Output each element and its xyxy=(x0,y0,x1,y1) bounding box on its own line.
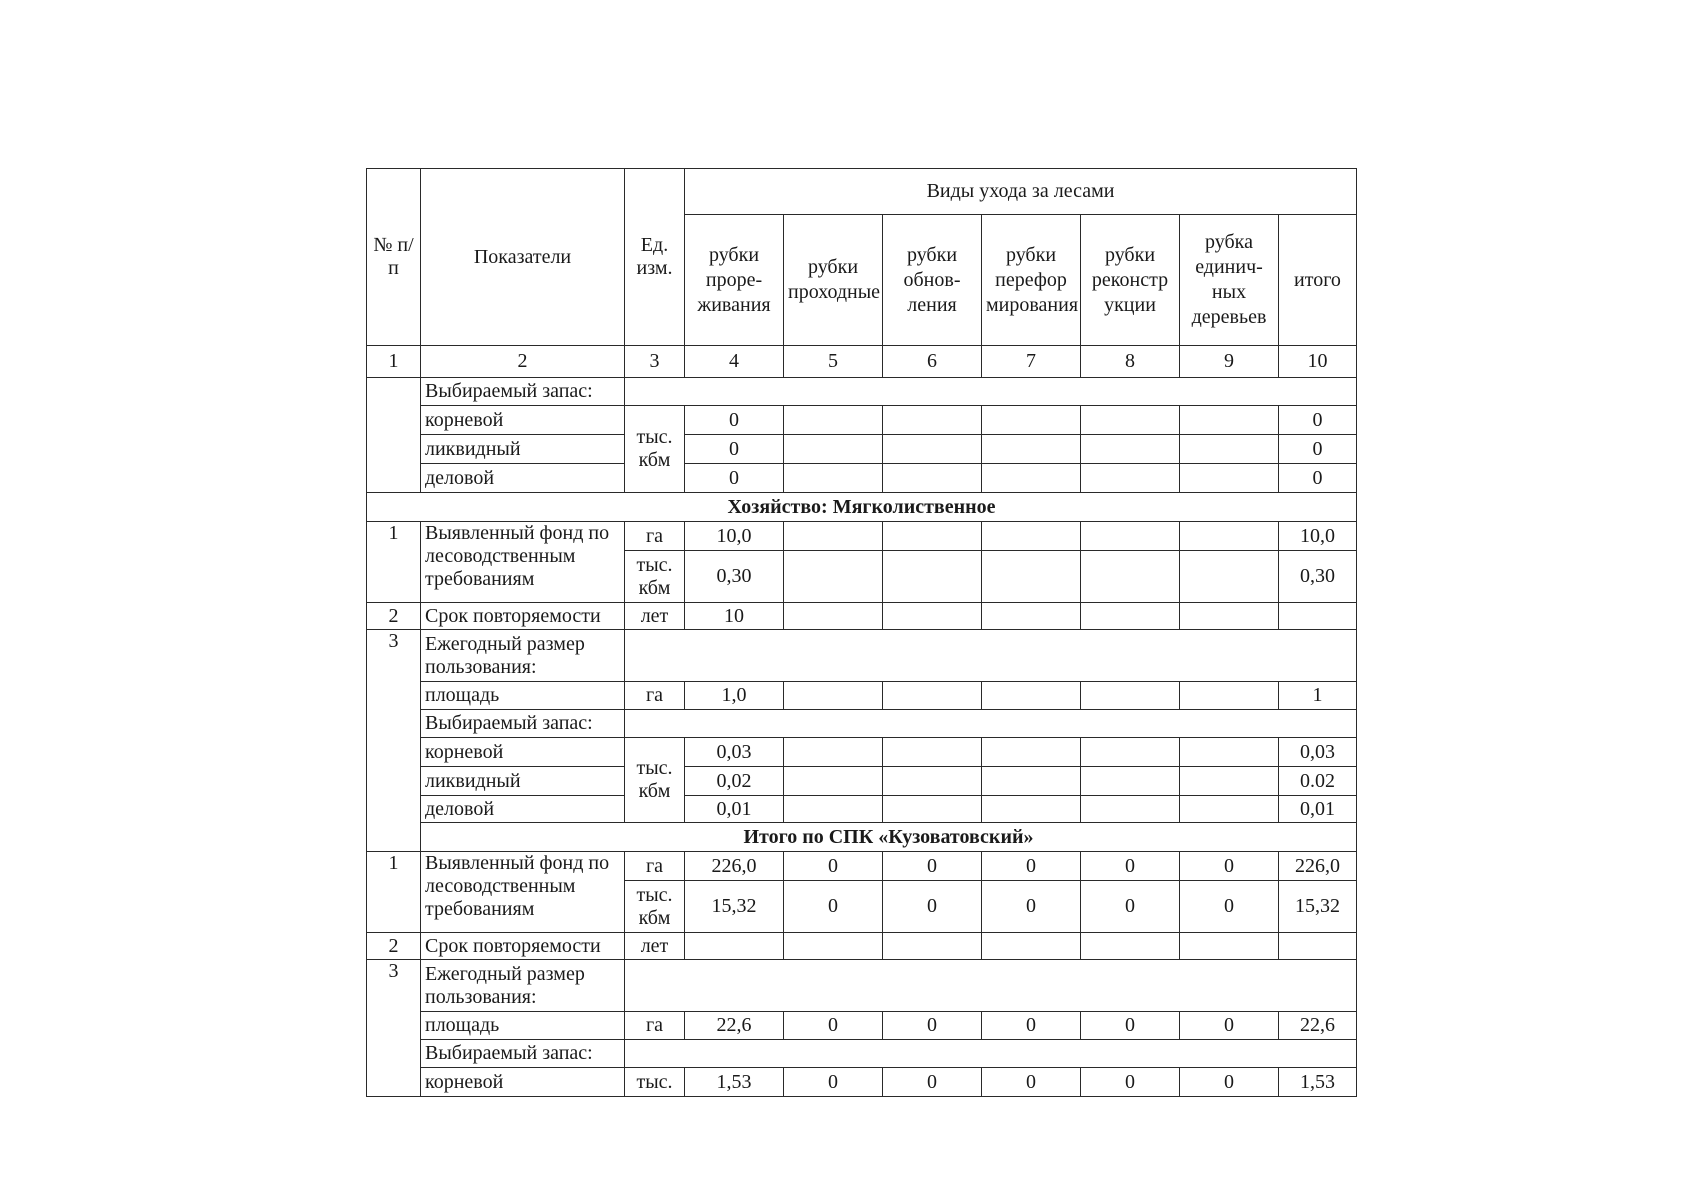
value-cell xyxy=(883,767,982,796)
value-cell: 0 xyxy=(1180,852,1279,881)
value-cell: 0.02 xyxy=(1279,767,1357,796)
col-number: 8 xyxy=(1081,346,1180,378)
value-cell xyxy=(982,406,1081,435)
value-cell xyxy=(1081,406,1180,435)
table-row xyxy=(367,435,1357,464)
value-cell: 0 xyxy=(1081,1012,1180,1040)
row-number: 1 xyxy=(367,852,421,933)
row-label: Срок повторяемости xyxy=(421,933,625,960)
row-label: Ежегодный размер пользования: xyxy=(421,960,625,1012)
value-cell xyxy=(1180,551,1279,603)
col-number: 5 xyxy=(784,346,883,378)
value-cell xyxy=(883,464,982,493)
col-number: 10 xyxy=(1279,346,1357,378)
empty-cell xyxy=(625,960,1357,1012)
row-label: деловой xyxy=(421,464,625,493)
value-cell: 0 xyxy=(784,1068,883,1097)
row-number: 2 xyxy=(367,933,421,960)
row-label: Выявленный фонд по лесоводственным требованиям xyxy=(421,852,625,933)
row-label: площадь xyxy=(421,1012,625,1040)
value-cell xyxy=(784,767,883,796)
table-row xyxy=(367,738,1357,767)
row-unit: тыс. кбм xyxy=(625,551,685,603)
value-cell xyxy=(883,796,982,823)
value-cell xyxy=(685,933,784,960)
row-unit: га xyxy=(625,1012,685,1040)
value-cell xyxy=(784,933,883,960)
row-unit: лет xyxy=(625,933,685,960)
header-indicators: Показатели xyxy=(421,169,625,346)
header-type-reformation: рубки перефор мирования xyxy=(982,215,1081,346)
col-number: 2 xyxy=(421,346,625,378)
value-cell: 0 xyxy=(685,435,784,464)
row-number: 3 xyxy=(367,960,421,1097)
value-cell: 226,0 xyxy=(1279,852,1357,881)
value-cell xyxy=(1081,435,1180,464)
value-cell: 0 xyxy=(883,881,982,933)
value-cell xyxy=(883,933,982,960)
header-type-thinning: рубки проре-живания xyxy=(685,215,784,346)
value-cell xyxy=(982,682,1081,710)
value-cell xyxy=(1180,933,1279,960)
header-type-renewal: рубки обнов-ления xyxy=(883,215,982,346)
value-cell xyxy=(1081,933,1180,960)
row-number: 3 xyxy=(367,630,421,852)
value-cell: 1,53 xyxy=(1279,1068,1357,1097)
value-cell: 0 xyxy=(883,852,982,881)
row-number xyxy=(367,378,421,493)
value-cell xyxy=(1081,796,1180,823)
row-label: корневой xyxy=(421,1068,625,1097)
row-label: Выбираемый запас: xyxy=(421,710,625,738)
row-label: площадь xyxy=(421,682,625,710)
value-cell xyxy=(784,406,883,435)
row-unit: тыс. кбм xyxy=(625,406,685,493)
header-num: № п/п xyxy=(367,169,421,346)
value-cell xyxy=(883,406,982,435)
value-cell xyxy=(1081,464,1180,493)
value-cell: 10,0 xyxy=(685,522,784,551)
row-label: ликвидный xyxy=(421,435,625,464)
value-cell: 0 xyxy=(982,1068,1081,1097)
row-label: корневой xyxy=(421,406,625,435)
section-title-row xyxy=(367,823,1357,852)
value-cell xyxy=(883,682,982,710)
value-cell xyxy=(784,682,883,710)
col-number: 6 xyxy=(883,346,982,378)
header-type-total: итого xyxy=(1279,215,1357,346)
col-number: 4 xyxy=(685,346,784,378)
row-label: Выявленный фонд по лесоводственным требованиям xyxy=(421,522,625,603)
value-cell xyxy=(784,738,883,767)
value-cell xyxy=(982,551,1081,603)
value-cell xyxy=(1081,603,1180,630)
empty-cell xyxy=(625,630,1357,682)
value-cell xyxy=(1081,738,1180,767)
table-row xyxy=(367,1068,1357,1097)
row-label: Выбираемый запас: xyxy=(421,1040,625,1068)
value-cell xyxy=(883,738,982,767)
col-number: 7 xyxy=(982,346,1081,378)
value-cell: 0,03 xyxy=(685,738,784,767)
value-cell: 0,30 xyxy=(1279,551,1357,603)
col-number: 1 xyxy=(367,346,421,378)
value-cell xyxy=(1081,551,1180,603)
empty-cell xyxy=(625,378,1357,406)
value-cell xyxy=(883,522,982,551)
row-label: Ежегодный размер пользования: xyxy=(421,630,625,682)
value-cell xyxy=(1180,738,1279,767)
value-cell: 0,03 xyxy=(1279,738,1357,767)
value-cell: 0,01 xyxy=(685,796,784,823)
value-cell: 0 xyxy=(883,1068,982,1097)
table-row xyxy=(367,796,1357,823)
value-cell xyxy=(784,796,883,823)
value-cell xyxy=(1180,682,1279,710)
value-cell xyxy=(1279,933,1357,960)
value-cell: 0 xyxy=(784,881,883,933)
row-unit: га xyxy=(625,522,685,551)
row-unit: тыс. xyxy=(625,1068,685,1097)
value-cell: 10 xyxy=(685,603,784,630)
header-type-reconstruction: рубки реконстр укции xyxy=(1081,215,1180,346)
value-cell: 0 xyxy=(982,852,1081,881)
value-cell xyxy=(1180,464,1279,493)
header-unit: Ед. изм. xyxy=(625,169,685,346)
value-cell: 0 xyxy=(685,406,784,435)
value-cell: 0 xyxy=(1081,1068,1180,1097)
row-unit: га xyxy=(625,682,685,710)
value-cell xyxy=(1081,522,1180,551)
value-cell xyxy=(1081,767,1180,796)
value-cell: 0 xyxy=(784,1012,883,1040)
header-type-single-trees: рубка единич-ных деревьев xyxy=(1180,215,1279,346)
value-cell xyxy=(784,551,883,603)
value-cell xyxy=(982,738,1081,767)
value-cell: 1,53 xyxy=(685,1068,784,1097)
value-cell: 0 xyxy=(982,1012,1081,1040)
value-cell: 0,30 xyxy=(685,551,784,603)
value-cell xyxy=(982,933,1081,960)
value-cell: 0 xyxy=(1081,881,1180,933)
row-unit: тыс. кбм xyxy=(625,738,685,823)
value-cell xyxy=(784,603,883,630)
row-label: ликвидный xyxy=(421,767,625,796)
value-cell: 0 xyxy=(1180,1012,1279,1040)
value-cell: 15,32 xyxy=(1279,881,1357,933)
value-cell xyxy=(784,435,883,464)
value-cell xyxy=(1180,435,1279,464)
value-cell xyxy=(982,464,1081,493)
value-cell xyxy=(1180,767,1279,796)
row-unit: тыс. кбм xyxy=(625,881,685,933)
table-row xyxy=(367,1012,1357,1040)
value-cell xyxy=(982,522,1081,551)
value-cell: 0 xyxy=(883,1012,982,1040)
header-row-1 xyxy=(367,169,1357,215)
value-cell xyxy=(883,435,982,464)
value-cell xyxy=(982,603,1081,630)
value-cell: 1 xyxy=(1279,682,1357,710)
row-number: 1 xyxy=(367,522,421,603)
value-cell xyxy=(1279,603,1357,630)
value-cell: 0,01 xyxy=(1279,796,1357,823)
value-cell: 226,0 xyxy=(685,852,784,881)
value-cell xyxy=(982,767,1081,796)
value-cell: 0 xyxy=(1279,406,1357,435)
col-number: 3 xyxy=(625,346,685,378)
table-row xyxy=(367,378,1357,406)
value-cell: 0 xyxy=(784,852,883,881)
value-cell xyxy=(784,464,883,493)
value-cell: 0 xyxy=(1180,881,1279,933)
value-cell xyxy=(982,796,1081,823)
value-cell xyxy=(1180,796,1279,823)
row-label: Срок повторяемости xyxy=(421,603,625,630)
header-type-passage: рубки проходные xyxy=(784,215,883,346)
table-row xyxy=(367,767,1357,796)
value-cell: 0,02 xyxy=(685,767,784,796)
table-row xyxy=(367,960,1357,1012)
row-unit: га xyxy=(625,852,685,881)
table-row xyxy=(367,630,1357,682)
empty-cell xyxy=(625,710,1357,738)
section-title: Итого по СПК «Кузоватовский» xyxy=(421,823,1357,852)
row-label: корневой xyxy=(421,738,625,767)
table-row xyxy=(367,464,1357,493)
value-cell: 0 xyxy=(1279,464,1357,493)
value-cell: 0 xyxy=(685,464,784,493)
value-cell: 22,6 xyxy=(685,1012,784,1040)
section-title-row xyxy=(367,493,1357,522)
value-cell: 0 xyxy=(982,881,1081,933)
section-title: Хозяйство: Мягколиственное xyxy=(367,493,1357,522)
row-label: деловой xyxy=(421,796,625,823)
value-cell: 0 xyxy=(1279,435,1357,464)
table-row xyxy=(367,522,1357,551)
forest-care-table xyxy=(366,168,1357,1097)
value-cell: 15,32 xyxy=(685,881,784,933)
row-unit: лет xyxy=(625,603,685,630)
table-row xyxy=(367,406,1357,435)
column-numbers-row xyxy=(367,346,1357,378)
value-cell: 0 xyxy=(1180,1068,1279,1097)
table-row xyxy=(367,603,1357,630)
row-label: Выбираемый запас: xyxy=(421,378,625,406)
value-cell: 10,0 xyxy=(1279,522,1357,551)
col-number: 9 xyxy=(1180,346,1279,378)
table-row xyxy=(367,852,1357,881)
value-cell: 1,0 xyxy=(685,682,784,710)
value-cell xyxy=(1180,603,1279,630)
table-row xyxy=(367,1040,1357,1068)
table-row xyxy=(367,710,1357,738)
value-cell xyxy=(1180,522,1279,551)
value-cell xyxy=(883,551,982,603)
value-cell xyxy=(982,435,1081,464)
value-cell xyxy=(784,522,883,551)
header-care-types: Виды ухода за лесами xyxy=(685,169,1357,215)
empty-cell xyxy=(625,1040,1357,1068)
table-row xyxy=(367,682,1357,710)
value-cell xyxy=(1081,682,1180,710)
table-row xyxy=(367,933,1357,960)
value-cell xyxy=(883,603,982,630)
value-cell: 22,6 xyxy=(1279,1012,1357,1040)
value-cell: 0 xyxy=(1081,852,1180,881)
value-cell xyxy=(1180,406,1279,435)
row-number: 2 xyxy=(367,603,421,630)
